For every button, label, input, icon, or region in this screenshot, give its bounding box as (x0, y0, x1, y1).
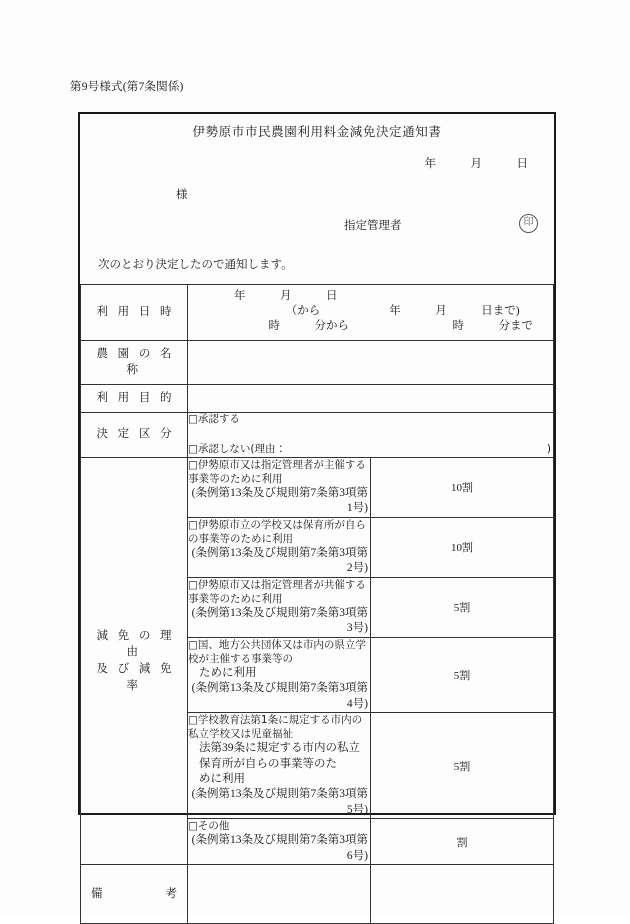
form-number: 第9号様式(第7条関係) (70, 81, 184, 93)
label-use-purpose (81, 384, 188, 412)
reduction-rate-3: 5割 (371, 577, 554, 637)
table-row-garden-name (81, 340, 554, 384)
reduction-reason-1-citation: (条例第13条及び規則第7条第3項第1号) (191, 486, 368, 515)
reduction-reason-5[interactable] (188, 712, 371, 818)
checkbox-deny[interactable] (188, 443, 553, 457)
label-remarks-text: 備 考 (90, 887, 181, 900)
reduction-rate-2: 10割 (371, 517, 554, 577)
reduction-reason-4-text: □国、地方公共団体又は市内の県立学校が主催する事業等の (188, 638, 366, 665)
reduction-reason-3-text: □伊勢原市又は指定管理者が共催する事業等のために利用 (188, 578, 366, 605)
seal-icon: 印 (519, 214, 538, 233)
form-frame (78, 112, 556, 900)
use-datetime-line3: 時 分から 時 分まで (188, 320, 533, 333)
use-datetime-line2: （から 年 月 日まで) (188, 305, 520, 318)
reduction-reason-6[interactable] (188, 819, 371, 865)
label-garden-name (81, 340, 188, 384)
reduction-rate-4: 5割 (371, 637, 554, 712)
field-use-purpose[interactable] (188, 384, 554, 412)
reduction-reason-2-citation: (条例第13条及び規則第7条第3項第2号) (191, 546, 368, 575)
field-garden-name[interactable] (188, 340, 554, 384)
label-decision (81, 412, 188, 457)
label-decision-text: 決 定 区 分 (96, 428, 175, 441)
reduction-rate-6: 割 (371, 819, 554, 865)
label-reduction-line1: 減 免 の 理 由 (96, 629, 175, 659)
table-row-reduction-1 (81, 457, 554, 517)
reduction-reason-2[interactable] (188, 517, 371, 577)
intro-text: 次のとおり決定したので通知します。 (98, 259, 293, 271)
reduction-reason-6-text: □その他 (188, 820, 230, 833)
label-reduction-line2: 及 び 減 免 率 (96, 662, 175, 692)
page-title: 伊勢原市市民農園利用料金減免決定通知書 (192, 125, 442, 139)
reduction-reason-5-text3: めに利用 (199, 772, 245, 785)
reduction-reason-1[interactable] (188, 457, 371, 517)
reduction-reason-5-text: □学校教育法第1条に規定する市内の私立学校又は児童福祉 (188, 713, 363, 741)
label-use-purpose-text: 利 用 目 的 (96, 391, 175, 404)
reduction-rate-5: 5割 (371, 712, 554, 818)
reduction-reason-5-text2: 法第39条に規定する市内の私立保育所が自らの事業等のた (199, 742, 360, 770)
reduction-reason-2-text: □伊勢原市立の学校又は保育所が自らの事業等のために利用 (188, 518, 366, 545)
reduction-reason-6-citation: (条例第13条及び規則第7条第3項第6号) (191, 834, 368, 862)
label-garden-name-text: 農 園 の 名 称 (96, 347, 175, 377)
label-reduction (81, 457, 188, 864)
table-row-use-purpose (81, 384, 554, 412)
reduction-reason-4[interactable] (188, 637, 371, 712)
reduction-reason-5-citation: (条例第13条及び規則第7条第3項第5号) (191, 788, 368, 816)
field-use-datetime[interactable] (188, 285, 554, 341)
reduction-reason-3-citation: (条例第13条及び規則第7条第3項第3号) (191, 606, 368, 635)
addressee-suffix: 様 (176, 189, 188, 201)
issue-date-line: 年 月 日 (424, 158, 528, 170)
table-row-decision (81, 412, 554, 457)
reduction-reason-1-text: □伊勢原市又は指定管理者が主催する事業等のために利用 (188, 458, 366, 485)
issuer-label: 指定管理者 (344, 220, 402, 232)
field-decision (188, 412, 554, 457)
checkbox-deny-close-paren: ) (546, 443, 551, 456)
title-block (80, 114, 554, 284)
use-datetime-line1: 年 月 日 (188, 290, 338, 302)
reduction-rate-1: 10割 (371, 457, 554, 517)
reduction-reason-4-citation: (条例第13条及び規則第7条第3項第4号) (191, 682, 368, 710)
label-use-datetime (81, 285, 188, 341)
reduction-reason-4-text2: ために利用 (199, 666, 257, 679)
label-use-datetime-text: 利 用 日 時 (96, 305, 175, 318)
decision-table (80, 284, 554, 924)
checkbox-approve[interactable]: □承認する (188, 412, 240, 425)
checkbox-deny-label: □承認しない(理由： (188, 443, 287, 456)
table-row-use-datetime (81, 285, 554, 341)
reduction-reason-3[interactable] (188, 577, 371, 637)
